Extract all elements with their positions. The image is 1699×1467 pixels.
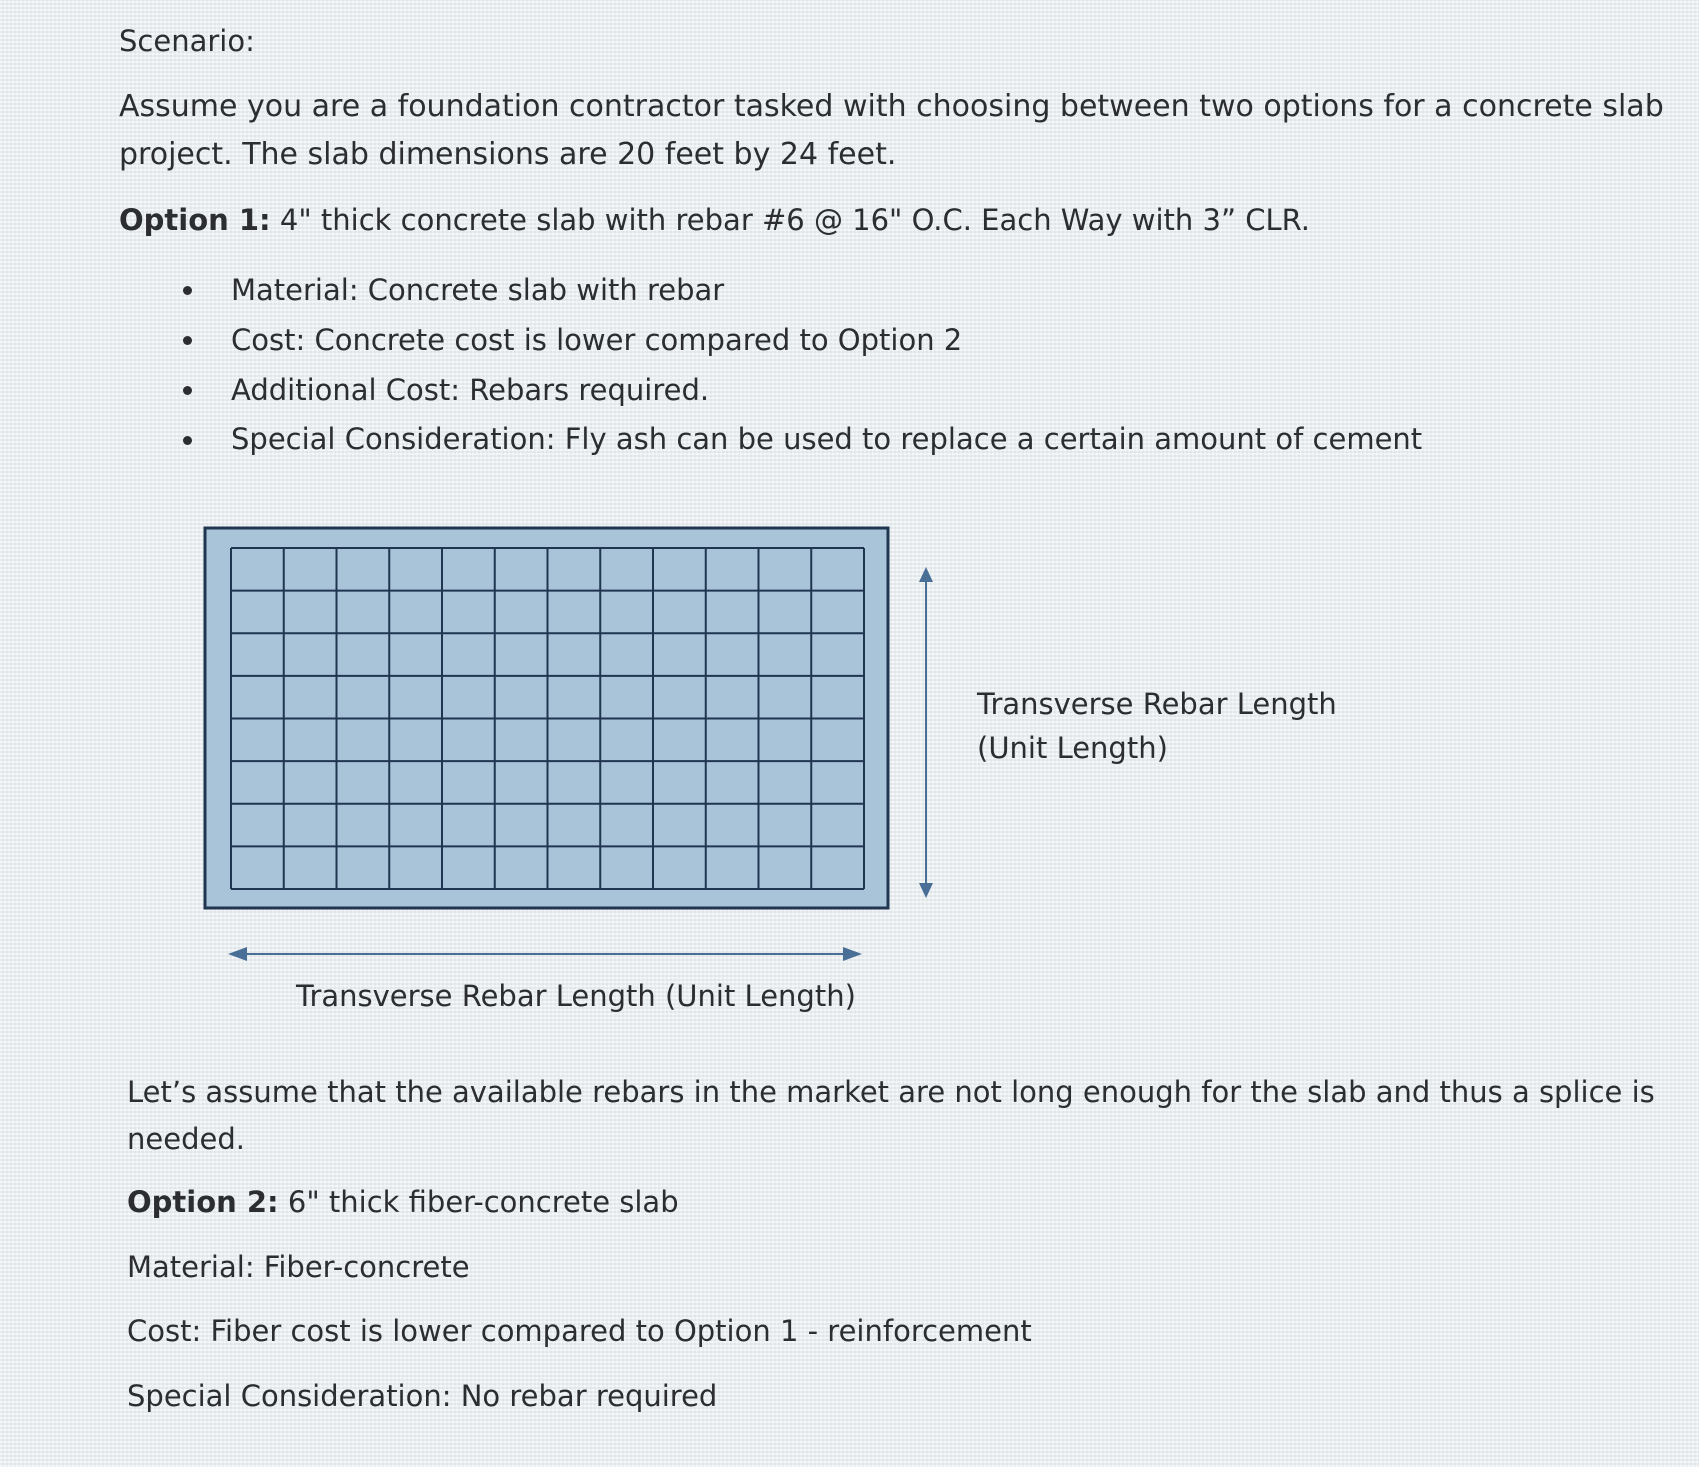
option1-bullet-material: Material: Concrete slab with rebar (231, 273, 725, 307)
vertical-dimension-arrow (919, 567, 933, 898)
option2-cost: Cost: Fiber cost is lower compared to Option 1 - reinforcement (127, 1314, 1032, 1348)
intro-line-2: project. The slab dimensions are 20 feet by 24 feet. (119, 137, 897, 172)
option2-description: 6" thick fiber-concrete slab (287, 1185, 679, 1219)
vertical-dimension-label-line2: (Unit Length) (977, 731, 1168, 765)
scenario-heading: Scenario: (119, 24, 255, 58)
option1-description: 4" thick concrete slab with rebar #6 @ 16" O.C. Each Way with 3” CLR. (279, 203, 1310, 237)
option1-bullet-cost: Cost: Concrete cost is lower compared to Option 2 (231, 323, 963, 357)
option2-material: Material: Fiber-concrete (127, 1250, 470, 1284)
option2-special: Special Consideration: No rebar required (127, 1379, 718, 1413)
option1-bullet-special: Special Consideration: Fly ash can be used to replace a certain amount of cement (231, 422, 1423, 456)
option2-label: Option 2: (127, 1185, 279, 1219)
splice-note-line-2: needed. (127, 1122, 245, 1156)
option1-bullet-additional-cost: Additional Cost: Rebars required. (231, 373, 710, 407)
vertical-dimension-label-line1: Transverse Rebar Length (977, 687, 1337, 721)
horizontal-dimension-label: Transverse Rebar Length (Unit Length) (296, 979, 856, 1013)
splice-note-line-1: Let’s assume that the available rebars in the market are not long enough for the slab and thus a splice is (127, 1075, 1655, 1109)
option1-label: Option 1: (119, 203, 271, 237)
option2-line (127, 1178, 679, 1227)
slab-with-rebar-grid (205, 528, 888, 908)
horizontal-dimension-arrow (228, 947, 862, 961)
intro-line-1: Assume you are a foundation contractor tasked with choosing between two options for a concrete slab (119, 89, 1664, 124)
